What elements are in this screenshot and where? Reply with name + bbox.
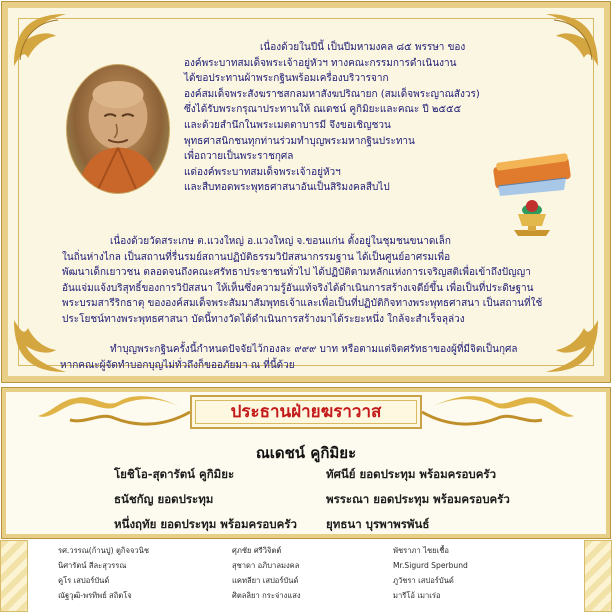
contributor-name: รศ.วรรณ(ก้านปู) ตูกิจจวนิช (58, 546, 150, 555)
intro-line: เนื่องด้วยในปีนี้ เป็นปีมหามงคล ๘๕ พรรษา ของ (260, 42, 466, 53)
member-name: ธนัชกัญ ยอดประทุม (114, 492, 214, 506)
intro-line: เพื่อถวายเป็นพระราชกุศล (184, 151, 294, 163)
member-name: โยชิโอ-สุดารัตน์ คูกิมิยะ (114, 467, 235, 481)
intro-line: แด่องค์พระบาทสมเด็จพระเจ้าอยู่หัวฯ (184, 166, 341, 178)
contributors-column (232, 543, 301, 603)
member-name: หนึ่งฤทัย ยอดประทุม พร้อมครอบครัว (114, 517, 297, 531)
monk-portrait (66, 64, 170, 194)
strip-border-left (0, 540, 28, 612)
member-name: ทัศนีย์ ยอดประทุม พร้อมครอบครัว (326, 467, 497, 481)
intro-line: ซึ่งได้รับพระกรุณาประทานให้ ณเดชน์ คูกิมิยะและคณะ ปี ๒๕๕๕ (184, 104, 462, 116)
kathin-offering-image (484, 148, 580, 240)
intro-line: พุทธศาสนิกชนทุกท่านร่วมทำบุญพระมหากฐินประทาน (184, 135, 415, 147)
heading-flourish-left (34, 392, 194, 432)
corner-ornament-top-left (10, 10, 70, 70)
temple-line: พระบรมสารีริกธาตุ ขององค์สมเด็จพระสัมมาสัมพุทธเจ้าและเพื่อเป็นที่ปฏิบัติกิจทางพระพุทธศาสนา เป็นสถานที่ใช้ (62, 298, 543, 310)
intro-line: องค์สมเด็จพระสังฆราชสกลมหาสังฆปริณายก (สมเด็จพระญาณสังวร) (184, 88, 480, 100)
temple-line: ประโยชน์ทางพระพุทธศาสนา บัดนี้ทางวัดได้ดำเนินการสร้างมาได้ระยะหนึ่ง ใกล้จะสำเร็จลุล่วง (62, 313, 465, 325)
contributor-name: ภูวัชรา เสปอร์บันด์ (393, 576, 454, 585)
contributor-name: พัชราภา ไชยเชื้อ (393, 546, 449, 555)
contributor-name: มารีโอ้ เมาเร่อ (393, 591, 441, 600)
member-name: ยุทธนา บุรพาพรพันธ์ (326, 517, 430, 531)
intro-line: และด้วยสำนึกในพระเมตตาบารมี จึงขอเชิญชวน (184, 119, 391, 131)
contributor-name: ณัฐวุฒิ-พรทิพย์ สถิตโจ (58, 591, 132, 600)
contributor-name: นิศารัตน์ สีละสุวรรณ (58, 561, 127, 570)
intro-line: และสืบทอดพระพุทธศาสนาอันเป็นสิริมงคลสืบไป (184, 182, 390, 194)
temple-paragraph (62, 234, 542, 328)
temple-line: พัฒนาเด็กเยาวชน ตลอดจนถึงคณะศรัทธาประชาชนทั่วไป ได้ปฏิบัติตามหลักแห่งการเจริญสติเพื่อเข้าถึงปัญญา (62, 267, 531, 279)
merit-line: ทำบุญพระกฐินครั้งนี้กำหนดปัจจัยไว้กองละ ๙๙๙ บาท หรือตามแต่จิตศรัทธาของผู้ที่มีจิตเป็นกุศล (110, 344, 518, 355)
heading-flourish-right (418, 392, 578, 432)
contributor-name: สุชาดา อภิบาลมงคล (232, 561, 300, 570)
corner-ornament-top-right (542, 10, 602, 70)
contributor-name: ศุภชัย ศรีวิจิตต์ (232, 546, 282, 555)
merit-paragraph (60, 342, 518, 373)
contributor-name: Mr.Sigurd Sperbund (393, 561, 468, 570)
contributor-name: แคทลียา เสปอร์บันด์ (232, 576, 299, 585)
merit-line: หากคณะผู้จัดทำบอกบุญไม่ทั่วถึงก็ขออภัยมา ณ ที่นี้ด้วย (60, 359, 295, 371)
contributors-column (58, 543, 149, 603)
intro-line: องค์พระบาทสมเด็จพระเจ้าอยู่หัวฯ ทางคณะกรรมการดำเนินงาน (184, 57, 457, 69)
temple-line: ในถิ่นห่างไกล เป็นสถานที่รื่นรมย์สถานปฏิบัติธรรมวิปัสสนากรรมฐาน ได้เป็นศูนย์อาศรมเพื่อ (62, 251, 451, 263)
contributor-name: ศิตลลิยา กระจ่างแสง (232, 591, 301, 600)
lay-chairman-heading: ประธานฝ่ายฆราวาส (230, 402, 382, 422)
chairman-name: ณเดชน์ คูกิมิยะ (255, 444, 357, 462)
corner-ornament-bottom-right (542, 316, 602, 376)
contributors-column (393, 543, 468, 603)
intro-paragraph (184, 40, 480, 196)
temple-line: อันแจ่มแจ้งบริสุทธิ์ของการวิปัสสนา ให้เห็นซึ่งความรู้อันแท้จริงได้ดำเนินการสร้างเจดีย์ขึ้น เพื่อเป็นที่ประดิษฐาน (62, 282, 534, 294)
intro-line: ได้ขอประทานผ้าพระกฐินพร้อมเครื่องบริวารจาก (184, 73, 389, 85)
strip-border-right (584, 540, 612, 612)
member-name: พรระณา ยอดประทุม พร้อมครอบครัว (326, 492, 510, 506)
contributor-name: คูโร เสปอร์บันด์ (58, 576, 110, 585)
temple-line: เนื่องด้วยวัดสระเกษ ต.แวงใหญ่ อ.แวงใหญ่ จ.ขอนแก่น ตั้งอยู่ในชุมชนขนาดเล็ก (110, 236, 451, 247)
